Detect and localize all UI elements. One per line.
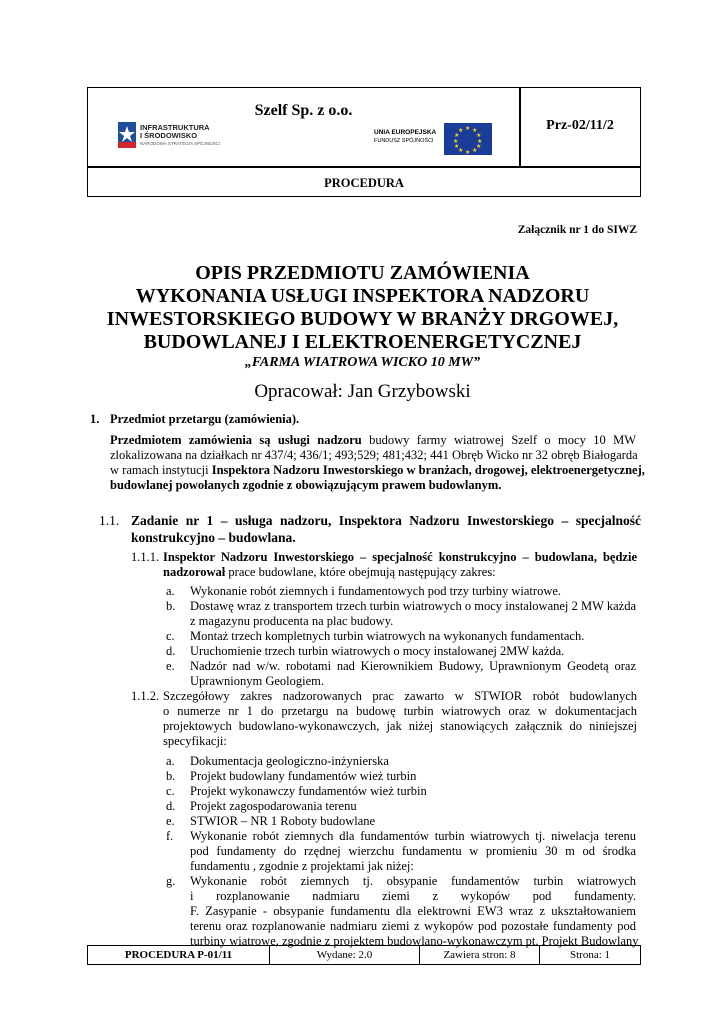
list-item-text: Projekt wykonawczy fundamentów wież turbin bbox=[190, 784, 427, 798]
list-item-text: Wykonanie robót ziemnych dla fundamentów turbin wiatrowych tj. niwelacja terenu bbox=[190, 829, 636, 843]
list-item-label: b. bbox=[166, 599, 176, 613]
subsection-number: 1.1.2. bbox=[131, 689, 160, 703]
subsection-text-line: Szczegółowy zakres nadzorowanych prac zawarto w STWIOR robót budowlanych bbox=[163, 689, 637, 703]
logo-left-line1: INFRASTRUKTURA bbox=[140, 123, 210, 132]
list-item-label: e. bbox=[166, 814, 175, 828]
list-item-text: Projekt zagospodarowania terenu bbox=[190, 799, 357, 813]
section-para-line2: zlokalizowana na działkach nr 437/4; 436/1; 493;529; 481;432; 441 Obręb Wicko nr 32 obręb Białogarda bbox=[110, 448, 638, 462]
project-subtitle: „FARMA WIATROWA WICKO 10 MW” bbox=[244, 355, 481, 370]
subsection-text-line: specyfikacji: bbox=[163, 734, 227, 748]
list-item-label: d. bbox=[166, 644, 176, 658]
logo-right-line2: FUNDUSZ SPÓJNOŚCI bbox=[374, 138, 434, 144]
document-code: Prz-02/11/2 bbox=[546, 118, 614, 133]
eu-logo bbox=[374, 123, 494, 156]
list-item-text: Uruchomienie trzech turbin wiatrowych o mocy instalowanej 2MW każda. bbox=[190, 644, 565, 658]
section-para-line1: Przedmiotem zamówienia są usługi nadzoru budowy farmy wiatrowej Szelf o mocy 10 MW bbox=[110, 433, 636, 447]
list-item-text: Wykonanie robót ziemnych tj. obsypanie fundamentów turbin wiatrowych bbox=[190, 874, 636, 888]
section-number: 1. bbox=[90, 412, 100, 426]
task-heading-line2: konstrukcyjno – budowlana. bbox=[131, 530, 296, 545]
list-item-text: z magazynu producenta na plac budowy. bbox=[190, 614, 394, 628]
list-item-text: pod fundamenty do rzędnej wierzchu fundamentu w promieniu 30 m od środka bbox=[190, 844, 636, 858]
footer-page-number: Strona: 1 bbox=[569, 949, 611, 961]
list-item-text: F. Zasypanie - obsypanie fundamentu dla elektrowni EW3 wraz z ukształtowaniem bbox=[190, 904, 636, 918]
task-number: 1.1. bbox=[99, 513, 120, 528]
subsection-text-line: projektowych budowlano-wykonawczych, jak niżej stanowiących załącznik do niniejszej bbox=[163, 719, 637, 733]
list-item-text: Projekt budowlany fundamentów wież turbin bbox=[190, 769, 417, 783]
author-line: Opracował: Jan Grzybowski bbox=[254, 381, 471, 402]
list-item-text: terenu oraz rozplanowanie nadmiaru ziemi z wykopów pod pozostałe fundamenty pod bbox=[190, 919, 636, 933]
subsection-number: 1.1.1. bbox=[131, 550, 160, 564]
list-item-text: Montaż trzech kompletnych turbin wiatrowych na wykonanych fundamentach. bbox=[190, 629, 585, 643]
list-item-text: Wykonanie robót ziemnych i fundamentowych pod trzy turbiny wiatrowe. bbox=[190, 584, 562, 598]
infrastruktura-mark-icon bbox=[118, 122, 136, 148]
task-heading-line1: Zadanie nr 1 – usługa nadzoru, Inspektora Nadzoru Inwestorskiego – specjalność bbox=[131, 513, 641, 528]
list-item-label: e. bbox=[166, 659, 175, 673]
list-item-label: c. bbox=[166, 784, 175, 798]
list-item-label: g. bbox=[166, 874, 176, 888]
list-item-text: fundamentu , zgodnie z projektami jak niżej: bbox=[190, 859, 414, 873]
procedure-label: PROCEDURA bbox=[324, 176, 404, 190]
section-para-line3: w ramach instytucji Inspektora Nadzoru Inwestorskiego w branżach, drogowej, elektroenergetycznej, bbox=[110, 463, 645, 477]
eu-flag-icon: ★ ★ ★ ★ ★ ★ ★ ★ ★ ★ ★ ★ bbox=[444, 123, 492, 155]
section-para-line4: budowlanej powołanych zgodnie z obowiązującym prawem budowlanym. bbox=[110, 478, 502, 492]
title-line: WYKONANIA USŁUGI INSPEKTORA NADZORU bbox=[135, 285, 590, 307]
list-item-label: c. bbox=[166, 629, 175, 643]
subsection-text-line: o numerze nr 1 do przetargu na budowę turbin wiatrowych oraz w dokumentacjach bbox=[163, 704, 637, 718]
footer-procedure: PROCEDURA P-01/11 bbox=[88, 946, 270, 964]
list-item-text: Nadzór nad w/w. robotami nad Kierownikiem Budowy, Uprawnionym Geodetą oraz bbox=[190, 659, 636, 673]
document-header bbox=[87, 87, 641, 197]
logo-right-line1: UNIA EUROPEJSKA bbox=[374, 129, 437, 136]
list-item-label: f. bbox=[166, 829, 174, 843]
list-item-label: d. bbox=[166, 799, 176, 813]
title-line: BUDOWLANEJ I ELEKTROENERGETYCZNEJ bbox=[143, 331, 582, 353]
title-line: OPIS PRZEDMIOTU ZAMÓWIENIA bbox=[195, 262, 530, 284]
title-line: INWESTORSKIEGO BUDOWY W BRANŻY DRGOWEJ, bbox=[106, 308, 619, 330]
list-item-text: i rozplanowanie nadmiaru ziemi z wykopów pod fundamenty. bbox=[190, 889, 636, 903]
section-heading: Przedmiot przetargu (zamówienia). bbox=[110, 412, 300, 426]
page-footer bbox=[87, 945, 641, 965]
subsection-line2: nadzorował prace budowlane, które obejmują następujący zakres: bbox=[163, 565, 496, 579]
footer-issued: Wydane: 2.0 bbox=[270, 946, 420, 964]
header-divider-horizontal bbox=[88, 166, 640, 168]
list-item-text: STWIOR – NR 1 Roboty budowlane bbox=[190, 814, 376, 828]
subsection-line1: Inspektor Nadzoru Inwestorskiego – specjalność konstrukcyjno – budowlana, będzie bbox=[163, 550, 637, 564]
infrastruktura-logo bbox=[118, 120, 228, 150]
logo-left-line2: I ŚRODOWISKO bbox=[140, 131, 198, 140]
list-item-text: Uprawnionym Geologiem. bbox=[190, 674, 325, 688]
list-item-label: b. bbox=[166, 769, 176, 783]
list-item-text: Dostawę wraz z transportem trzech turbin wiatrowych o mocy instalowanej 2 MW każda bbox=[190, 599, 636, 613]
attachment-label: Załącznik nr 1 do SIWZ bbox=[517, 224, 637, 236]
list-item-text: Dokumentacja geologiczno-inżynierska bbox=[190, 754, 389, 768]
list-item-label: a. bbox=[166, 754, 175, 768]
logo-left-line3: NARODOWA STRATEGIA SPÓJNOŚCI bbox=[140, 141, 221, 146]
document-title bbox=[60, 262, 665, 354]
footer-pages: Zawiera stron: 8 bbox=[420, 946, 540, 964]
list-item-text: turbiny wiatrowe, zgodnie z projektem budowlano-wykonawczym pt. Projekt Budowlany bbox=[190, 934, 639, 948]
company-name: Szelf Sp. z o.o. bbox=[254, 102, 353, 119]
list-item-label: a. bbox=[166, 584, 175, 598]
